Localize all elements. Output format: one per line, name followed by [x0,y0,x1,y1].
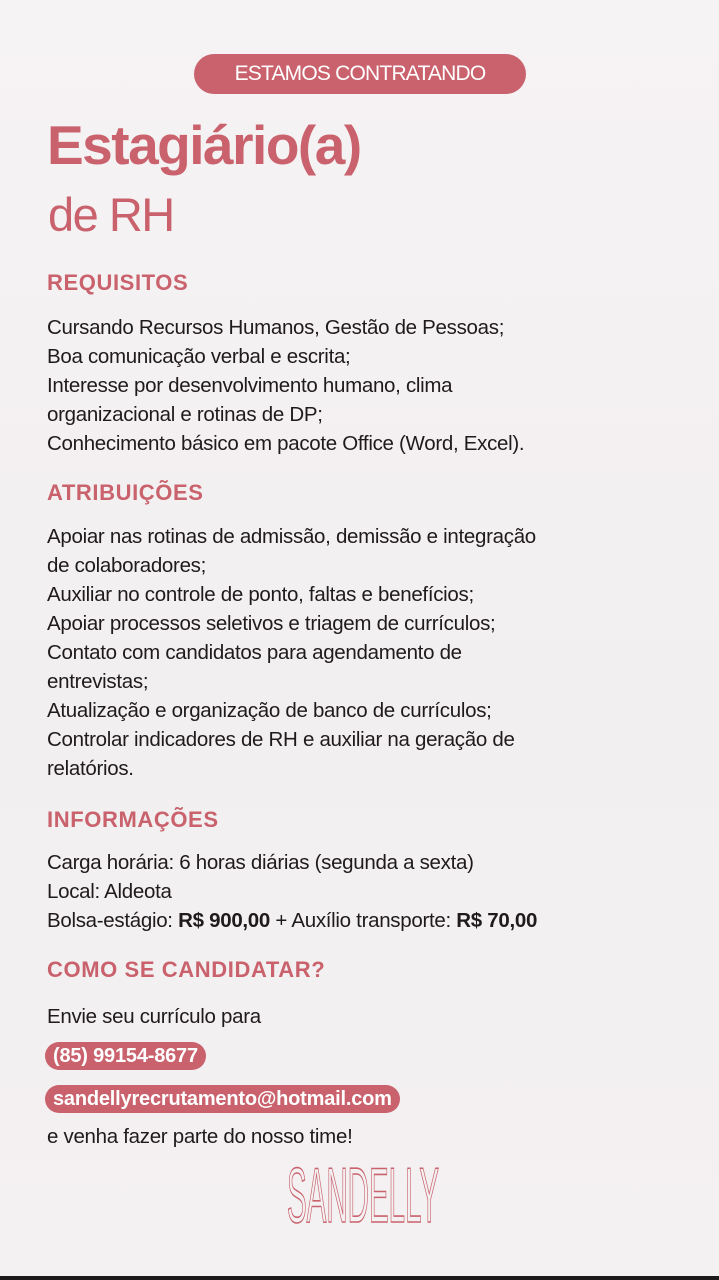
job-title-sub: de RH [48,188,174,241]
logo-text: SANDELLY [287,1151,439,1239]
candidatar-intro-wrap [47,1002,707,1031]
bolsa-label: Bolsa-estágio: [47,909,179,932]
closing-line: e venha fazer parte do nosso time! [47,1125,353,1148]
carga-horaria: Carga horária: 6 horas diárias (segunda a sexta) [47,851,474,874]
requisito-line: Cursando Recursos Humanos, Gestão de Pessoas; [47,316,505,339]
phone-link[interactable]: (85) 99154-8677 [45,1042,206,1070]
bottom-edge [0,1276,719,1280]
atribuicao-line: Auxiliar no controle de ponto, faltas e benefícios; [47,583,474,606]
atribuicao-line: Apoiar processos seletivos e triagem de currículos; [47,612,496,635]
atribuicao-line: Apoiar nas rotinas de admissão, demissão e integração [47,525,536,548]
candidatar-intro: Envie seu currículo para [47,1005,261,1028]
requisito-line: organizacional e rotinas de DP; [47,403,323,426]
requisitos-list [47,313,707,458]
requisito-line: Boa comunicação verbal e escrita; [47,345,351,368]
atribuicao-line: de colaboradores; [47,554,207,577]
hiring-badge: ESTAMOS CONTRATANDO [194,54,526,94]
atribuicoes-list [47,522,707,783]
auxilio-label: + Auxílio transporte: [270,909,457,932]
sandelly-logo [283,1151,443,1239]
job-title: Estagiário(a) [47,114,361,176]
atribuicao-line: relatórios. [47,757,134,780]
email-link[interactable]: sandellyrecrutamento@hotmail.com [45,1085,400,1113]
remuneracao-line [47,906,707,935]
candidatar-heading: COMO SE CANDIDATAR? [47,957,326,982]
informacoes-heading: INFORMAÇÕES [47,807,219,832]
atribuicao-line: Atualização e organização de banco de currículos; [47,699,492,722]
informacoes-list [47,848,707,935]
atribuicao-line: entrevistas; [47,670,149,693]
atribuicao-line: Controlar indicadores de RH e auxiliar na geração de [47,728,515,751]
auxilio-value: R$ 70,00 [456,909,538,932]
atribuicoes-heading: ATRIBUIÇÕES [47,480,204,505]
requisito-line: Conhecimento básico em pacote Office (Word, Excel). [47,432,525,455]
local: Local: Aldeota [47,880,172,903]
bolsa-value: R$ 900,00 [178,909,271,932]
requisito-line: Interesse por desenvolvimento humano, clima [47,374,453,397]
atribuicao-line: Contato com candidatos para agendamento de [47,641,462,664]
requisitos-heading: REQUISITOS [47,270,189,295]
